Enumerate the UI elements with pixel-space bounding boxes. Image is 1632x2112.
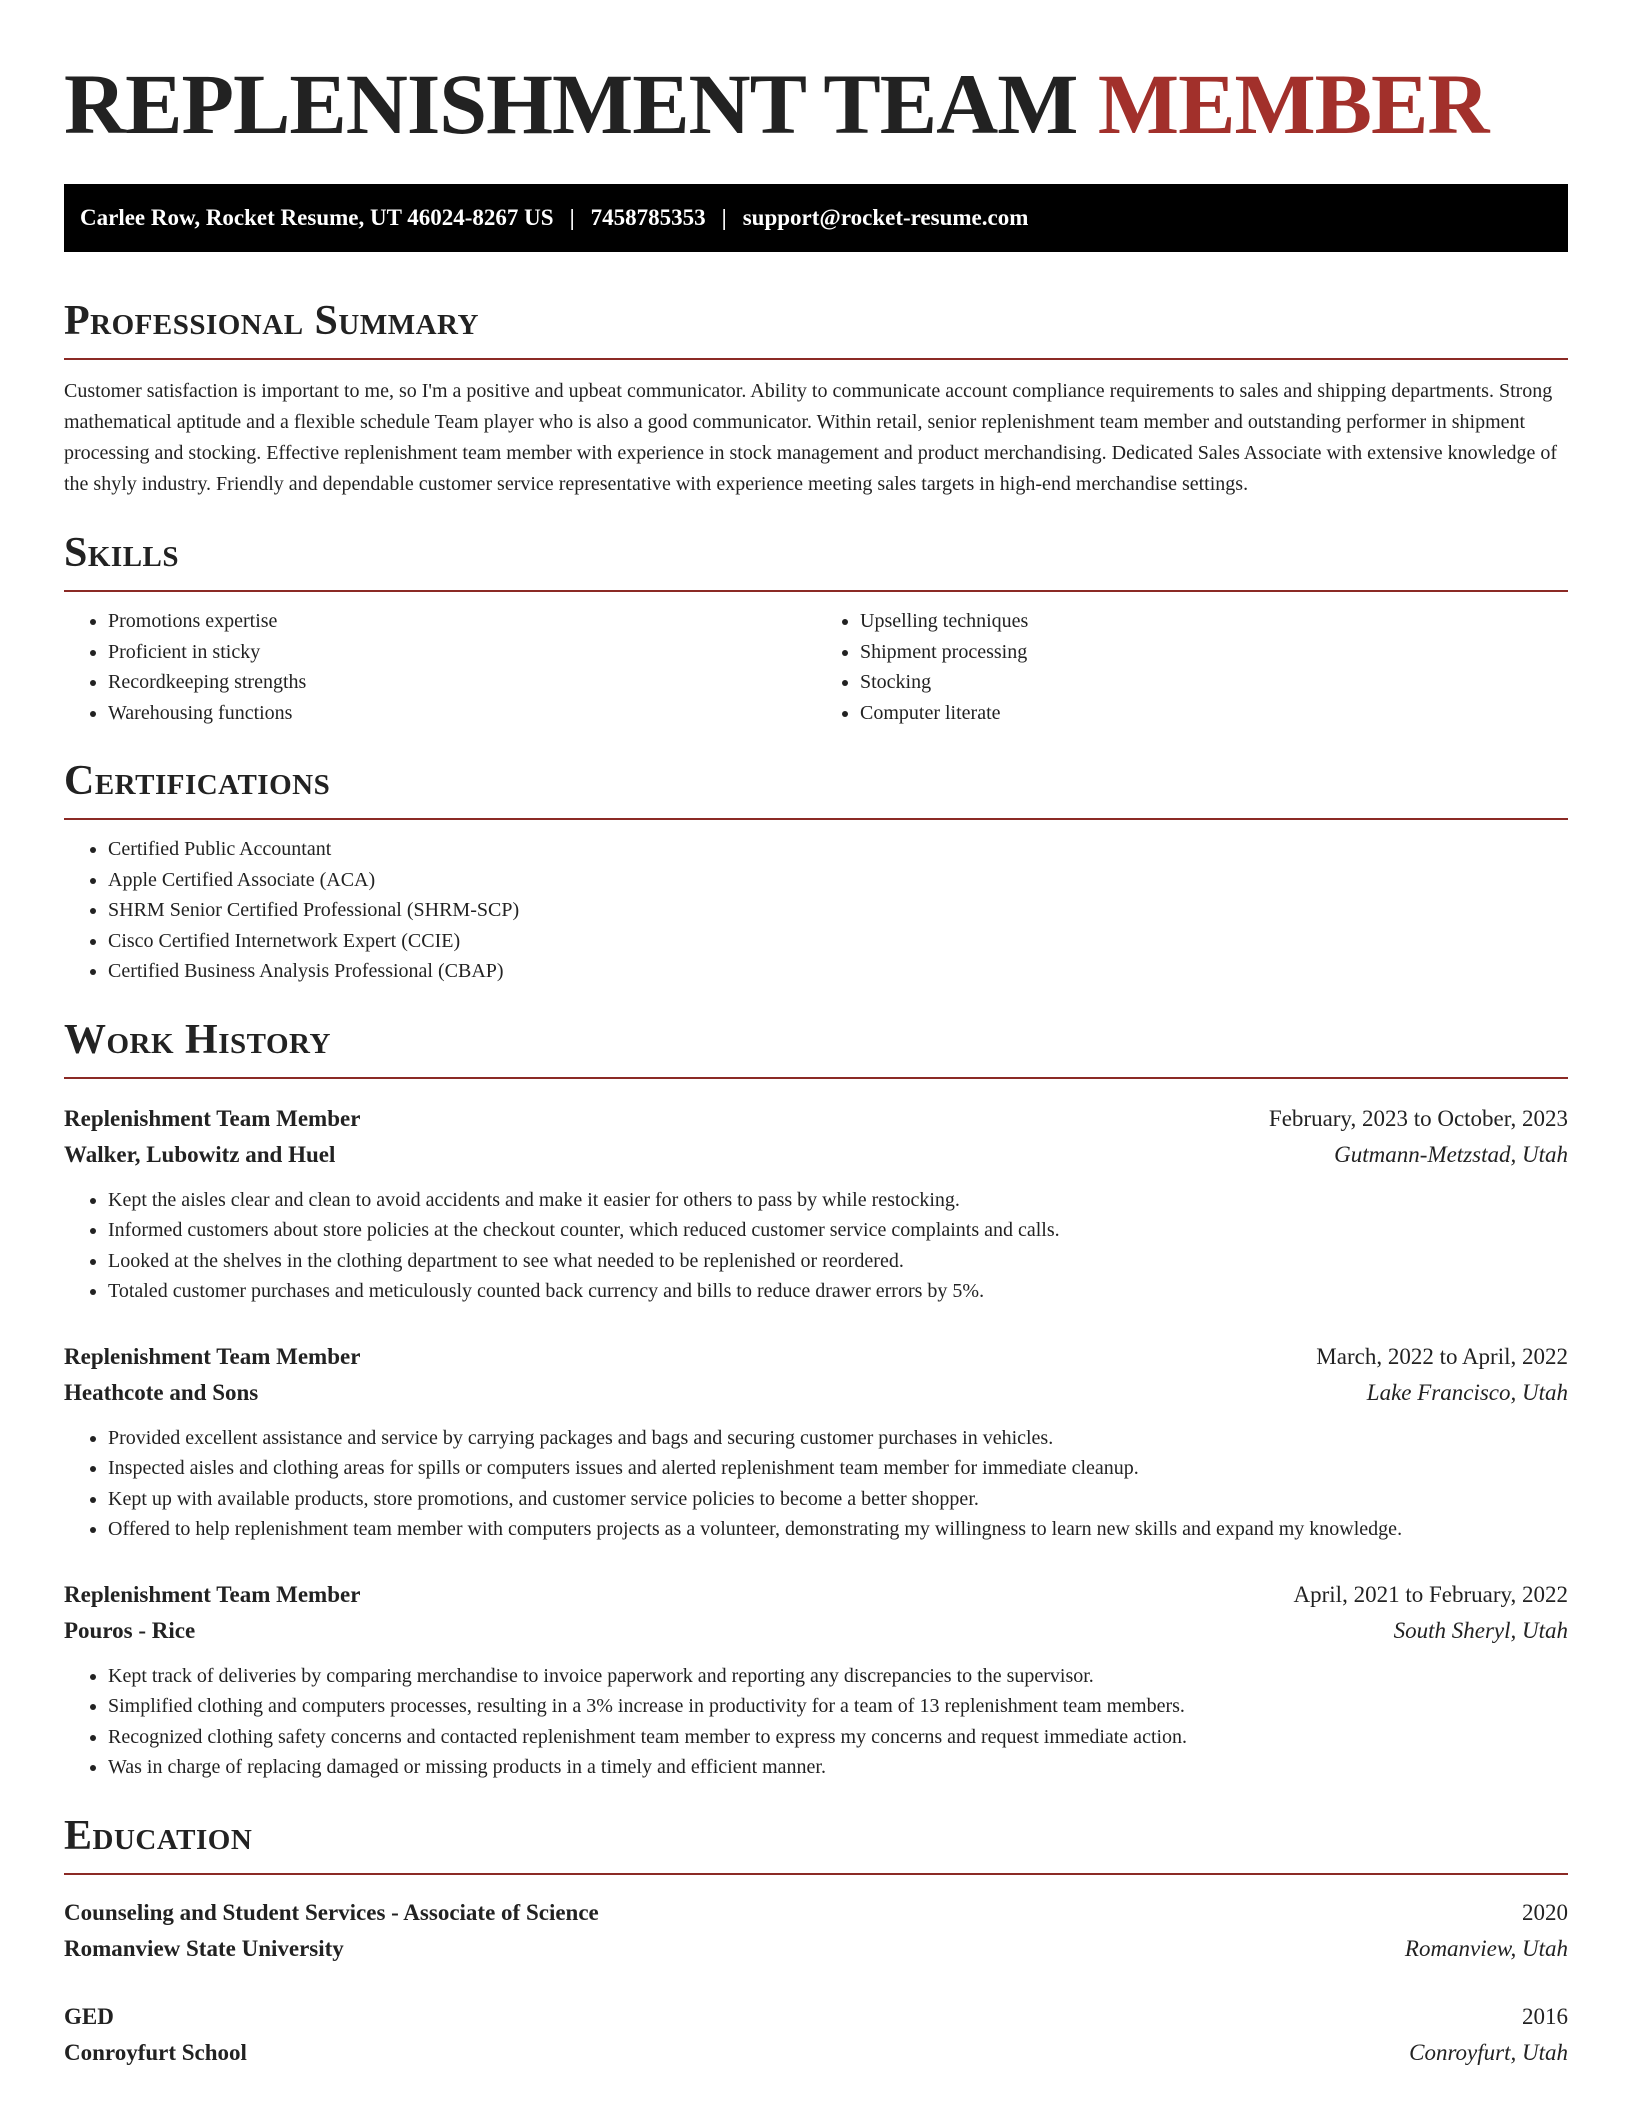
job-location: Lake Francisco, Utah (1366, 1379, 1568, 1405)
section-divider (64, 358, 1568, 360)
job-bullet: • Was in charge of replacing damaged or missing products in a timely and efficient manner. (108, 1752, 1568, 1783)
name-main: REPLENISHMENT TEAM (64, 56, 1078, 152)
job-header-row (64, 1101, 1568, 1137)
job-bullet: • Kept track of deliveries by comparing merchandise to invoice paperwork and reporting any discrepancies to the supervisor. (108, 1661, 1568, 1692)
job-entry (64, 1339, 1568, 1545)
name-accent: MEMBER (1097, 56, 1489, 152)
skill-item: • Computer literate (860, 698, 1568, 729)
education-location: Conroyfurt, Utah (1409, 2039, 1568, 2065)
section-title-certifications: Certifications (64, 758, 331, 804)
job-header-row (64, 1577, 1568, 1613)
job-bullet: • Kept the aisles clear and clean to avoid accidents and make it easier for others to pass by while restocking. (108, 1185, 1568, 1216)
contact-bar (64, 184, 1568, 252)
education-entry (64, 1895, 1568, 1967)
job-dates: April, 2021 to February, 2022 (1293, 1581, 1568, 1607)
summary-section (64, 296, 1568, 500)
education-degree: GED (64, 2003, 114, 2029)
job-bullet: • Offered to help replenishment team member with computers projects as a volunteer, demonstrating my willingness to learn new skills and expand my knowledge. (108, 1514, 1568, 1545)
education-school-row (64, 2035, 1568, 2071)
section-divider (64, 1873, 1568, 1875)
contact-phone: 7458785353 (590, 205, 706, 230)
job-entry (64, 1577, 1568, 1783)
certification-item: • Cisco Certified Internetwork Expert (CCIE) (108, 926, 1568, 957)
job-bullets (64, 1661, 1568, 1783)
skill-item: • Promotions expertise (108, 606, 816, 637)
education-school: Romanview State University (64, 1935, 344, 1961)
job-bullet: • Recognized clothing safety concerns and contacted replenishment team member to express my concerns and request immediate action. (108, 1722, 1568, 1753)
job-company: Heathcote and Sons (64, 1379, 259, 1405)
education-entry (64, 1999, 1568, 2071)
contact-separator: | (721, 205, 727, 230)
job-company-row (64, 1375, 1568, 1411)
education-year: 2020 (1522, 1899, 1568, 1925)
certifications-list (64, 834, 1568, 987)
job-company-row (64, 1613, 1568, 1649)
job-company-row (64, 1137, 1568, 1173)
summary-text: Customer satisfaction is important to me, so I'm a positive and upbeat communicator. Ability to communicate account compliance requirements to sales and shipping departments. Strong mathematical aptitude and a flexible schedule Team player who is also a good communicator. Within retail, senior replenishment team member and outstanding performer in shipment processing and stocking. Effective replenishment team member with experience in stock management and product merchandising. Dedicated Sales Associate with extensive knowledge of the shyly industry. Friendly and dependable customer service representative with experience meeting sales targets in high-end merchandise settings. (64, 380, 1558, 495)
section-title-education: Education (64, 1812, 253, 1859)
education-degree-row (64, 1895, 1568, 1931)
job-entry (64, 1101, 1568, 1307)
education-section (64, 1811, 1568, 2071)
education-school: Conroyfurt School (64, 2039, 247, 2065)
job-header-row (64, 1339, 1568, 1375)
certification-item: • SHRM Senior Certified Professional (SHRM-SCP) (108, 895, 1568, 926)
job-location: Gutmann-Metzstad, Utah (1334, 1141, 1568, 1167)
contact-separator: | (569, 205, 575, 230)
skills-section (64, 528, 1568, 728)
skills-list-right (816, 606, 1568, 728)
skill-item: • Warehousing functions (108, 698, 816, 729)
education-location: Romanview, Utah (1404, 1935, 1568, 1961)
job-bullet: • Simplified clothing and computers processes, resulting in a 3% increase in productivity for a team of 13 replenishment team members. (108, 1691, 1568, 1722)
skill-item: • Recordkeeping strengths (108, 667, 816, 698)
job-company: Walker, Lubowitz and Huel (64, 1141, 336, 1167)
job-location: South Sheryl, Utah (1393, 1617, 1568, 1643)
section-divider (64, 1077, 1568, 1079)
job-role: Replenishment Team Member (64, 1105, 361, 1131)
skill-item: • Stocking (860, 667, 1568, 698)
job-dates: March, 2022 to April, 2022 (1316, 1343, 1568, 1369)
certification-item: • Certified Public Accountant (108, 834, 1568, 865)
job-role: Replenishment Team Member (64, 1343, 361, 1369)
skills-list-left (64, 606, 816, 728)
section-title-work-history: Work History (64, 1016, 331, 1063)
skill-item: • Shipment processing (860, 637, 1568, 668)
section-title-skills: Skills (64, 530, 180, 576)
skills-grid (64, 592, 1568, 728)
resume-name (64, 56, 1568, 152)
work-history-section (64, 1015, 1568, 1783)
education-school-row (64, 1931, 1568, 1967)
certification-item: • Apple Certified Associate (ACA) (108, 865, 1568, 896)
education-degree-row (64, 1999, 1568, 2035)
job-bullet: • Provided excellent assistance and service by carrying packages and bags and securing customer purchases in vehicles. (108, 1423, 1568, 1454)
job-bullet: • Informed customers about store policies at the checkout counter, which reduced customer service complaints and calls. (108, 1215, 1568, 1246)
job-role: Replenishment Team Member (64, 1581, 361, 1607)
skill-item: • Proficient in sticky (108, 637, 816, 668)
contact-email: support@rocket-resume.com (742, 205, 1029, 230)
job-bullets (64, 1423, 1568, 1545)
section-divider (64, 818, 1568, 820)
job-dates: February, 2023 to October, 2023 (1268, 1105, 1568, 1131)
education-degree: Counseling and Student Services - Associate of Science (64, 1899, 599, 1925)
job-bullets (64, 1185, 1568, 1307)
job-bullet: • Inspected aisles and clothing areas for spills or computers issues and alerted replenishment team member for immediate cleanup. (108, 1453, 1568, 1484)
education-year: 2016 (1522, 2003, 1568, 2029)
job-bullet: • Kept up with available products, store promotions, and customer service policies to become a better shopper. (108, 1484, 1568, 1515)
certifications-section (64, 756, 1568, 987)
job-bullet: • Totaled customer purchases and meticulously counted back currency and bills to reduce drawer errors by 5%. (108, 1276, 1568, 1307)
job-company: Pouros - Rice (64, 1617, 196, 1643)
contact-address: Carlee Row, Rocket Resume, UT 46024-8267 US (80, 205, 554, 230)
section-title-summary: Professional Summary (64, 298, 479, 344)
job-bullet: • Looked at the shelves in the clothing department to see what needed to be replenished or reordered. (108, 1246, 1568, 1277)
skill-item: • Upselling techniques (860, 606, 1568, 637)
certification-item: • Certified Business Analysis Professional (CBAP) (108, 956, 1568, 987)
